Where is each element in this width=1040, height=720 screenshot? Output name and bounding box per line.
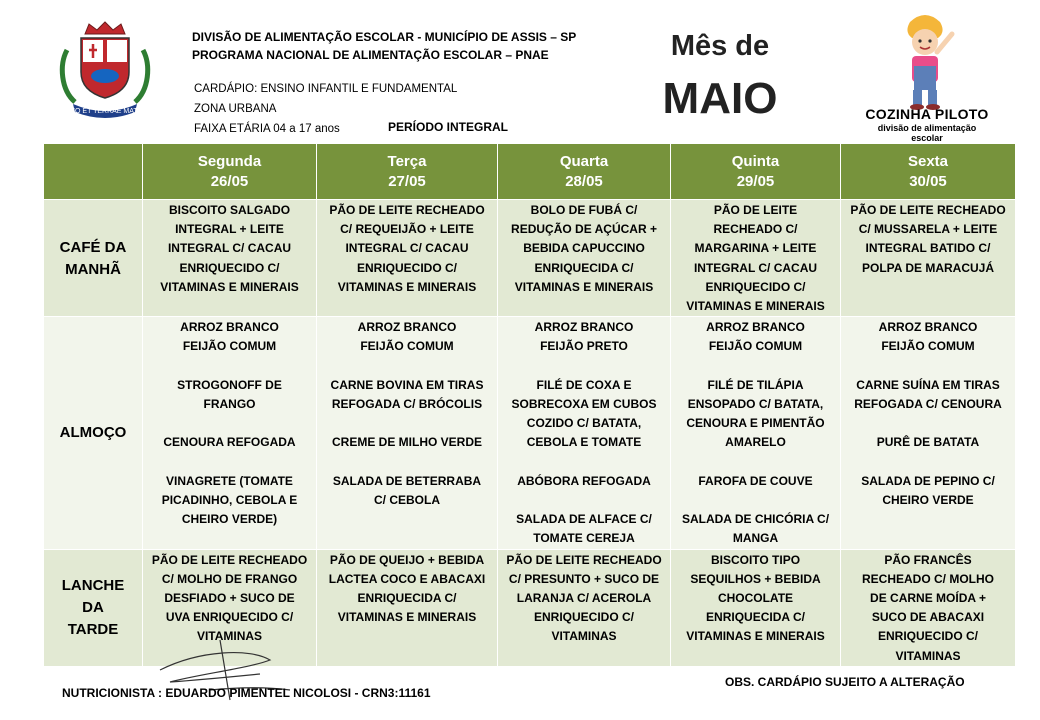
- zone: ZONA URBANA: [194, 103, 277, 115]
- menu-cell: ARROZ BRANCO FEIJÃO COMUM STROGONOFF DE FRANGO CENOURA REFOGADA VINAGRETE (TOMATE PICADINHO, CEBOLA E CHEIRO VERDE): [143, 317, 317, 549]
- day-name: Segunda: [197, 152, 262, 170]
- day-header: [498, 144, 671, 200]
- crest-motto: DEO ET TERRAE MATRI: [65, 108, 145, 115]
- day-date: 29/05: [736, 172, 775, 190]
- nutritionist-signature-line: NUTRICIONISTA : EDUARDO PIMENTEL NICOLOSI - CRN3:11161: [62, 686, 431, 700]
- program-title: PROGRAMA NACIONAL DE ALIMENTAÇÃO ESCOLAR – PNAE: [192, 48, 549, 62]
- menu-cell: PÃO DE LEITE RECHEADO C/ MOLHO DE FRANGO DESFIADO + SUCO DE UVA ENRIQUECIDO C/ VITAMINAS: [143, 549, 317, 666]
- menu-cell: PÃO DE QUEIJO + BEBIDA LACTEA COCO E ABACAXI ENRIQUECIDA C/ VITAMINAS E MINERAIS: [317, 549, 498, 666]
- day-header: [841, 144, 1016, 200]
- menu-cell: ARROZ BRANCO FEIJÃO PRETO FILÉ DE COXA E SOBRECOXA EM CUBOS COZIDO C/ BATATA, CEBOLA E TOMATE ABÓBORA REFOGADA SALADA DE ALFACE C/ TOMATE CEREJA: [498, 317, 671, 549]
- day-name: Terça: [387, 152, 427, 170]
- day-header: [317, 144, 498, 200]
- day-date: 27/05: [388, 172, 426, 190]
- menu-cell: PÃO DE LEITE RECHEADO C/ MUSSARELA + LEITE INTEGRAL BATIDO C/ POLPA DE MARACUJÁ: [841, 200, 1016, 317]
- municipal-crest-icon: [55, 20, 165, 120]
- table-header-row: [44, 144, 1016, 200]
- meal-label: ALMOÇO: [44, 317, 143, 549]
- day-date: 26/05: [210, 172, 249, 190]
- day-date: 30/05: [909, 172, 947, 190]
- day-name: Quinta: [731, 152, 780, 170]
- menu-cell: PÃO DE LEITE RECHEADO C/ PRESUNTO + SUCO DE LARANJA C/ ACEROLA ENRIQUECIDO C/ VITAMINAS: [498, 549, 671, 666]
- month-title: MAIO: [662, 74, 778, 123]
- menu-cell: PÃO DE LEITE RECHEADO C/ REQUEIJÃO + LEITE INTEGRAL C/ CACAU ENRIQUECIDO C/ VITAMINAS E MINERAIS: [317, 200, 498, 317]
- corner-cell: [44, 144, 143, 200]
- table-row-lunch: [44, 317, 1016, 549]
- menu-cell: ARROZ BRANCO FEIJÃO COMUM FILÉ DE TILÁPIA ENSOPADO C/ BATATA, CENOURA E PIMENTÃO AMARELO FAROFA DE COUVE SALADA DE CHICÓRIA C/ MANGA: [671, 317, 841, 549]
- menu-cell: BISCOITO SALGADO INTEGRAL + LEITE INTEGRAL C/ CACAU ENRIQUECIDO C/ VITAMINAS E MINERAIS: [143, 200, 317, 317]
- menu-cell: PÃO DE LEITE RECHEADO C/ MARGARINA + LEITE INTEGRAL C/ CACAU ENRIQUECIDO C/ VITAMINAS E MINERAIS: [671, 200, 841, 317]
- day-name: Sexta: [907, 152, 949, 170]
- menu-cell: ARROZ BRANCO FEIJÃO COMUM CARNE SUÍNA EM TIRAS REFOGADA C/ CENOURA PURÊ DE BATATA SALADA DE PEPINO C/ CHEIRO VERDE: [841, 317, 1016, 549]
- division-title: DIVISÃO DE ALIMENTAÇÃO ESCOLAR - MUNICÍPIO DE ASSIS – SP: [192, 30, 577, 44]
- day-date: 28/05: [565, 172, 603, 190]
- chef-mascot-icon: [890, 12, 960, 110]
- logo-subtitle: divisão de alimentação escolar: [877, 123, 977, 143]
- menu-table: [43, 143, 1016, 667]
- logo-title: COZINHA PILOTO: [865, 106, 989, 122]
- age-range: FAIXA ETÁRIA 04 a 17 anos: [194, 123, 340, 135]
- meal-label: LANCHE DA TARDE: [44, 549, 143, 666]
- period: PERÍODO INTEGRAL: [388, 120, 509, 134]
- menu-cell: BISCOITO TIPO SEQUILHOS + BEBIDA CHOCOLATE ENRIQUECIDA C/ VITAMINAS E MINERAIS: [671, 549, 841, 666]
- menu-cell: PÃO FRANCÊS RECHEADO C/ MOLHO DE CARNE MOÍDA + SUCO DE ABACAXI ENRIQUECIDO C/ VITAMINAS: [841, 549, 1016, 666]
- header-block: [192, 28, 576, 64]
- meal-label: CAFÉ DA MANHÃ: [44, 200, 143, 317]
- disclaimer: OBS. CARDÁPIO SUJEITO A ALTERAÇÃO: [725, 675, 965, 689]
- menu-type: CARDÁPIO: ENSINO INFANTIL E FUNDAMENTAL: [194, 83, 458, 95]
- day-name: Quarta: [559, 152, 609, 170]
- day-header: [143, 144, 317, 200]
- month-prefix: Mês de: [670, 30, 770, 62]
- table-row-breakfast: [44, 200, 1016, 317]
- day-header: [671, 144, 841, 200]
- menu-cell: BOLO DE FUBÁ C/ REDUÇÃO DE AÇÚCAR + BEBIDA CAPUCCINO ENRIQUECIDA C/ VITAMINAS E MINERAIS: [498, 200, 671, 317]
- menu-cell: ARROZ BRANCO FEIJÃO COMUM CARNE BOVINA EM TIRAS REFOGADA C/ BRÓCOLIS CREME DE MILHO VERDE SALADA DE BETERRABA C/ CEBOLA: [317, 317, 498, 549]
